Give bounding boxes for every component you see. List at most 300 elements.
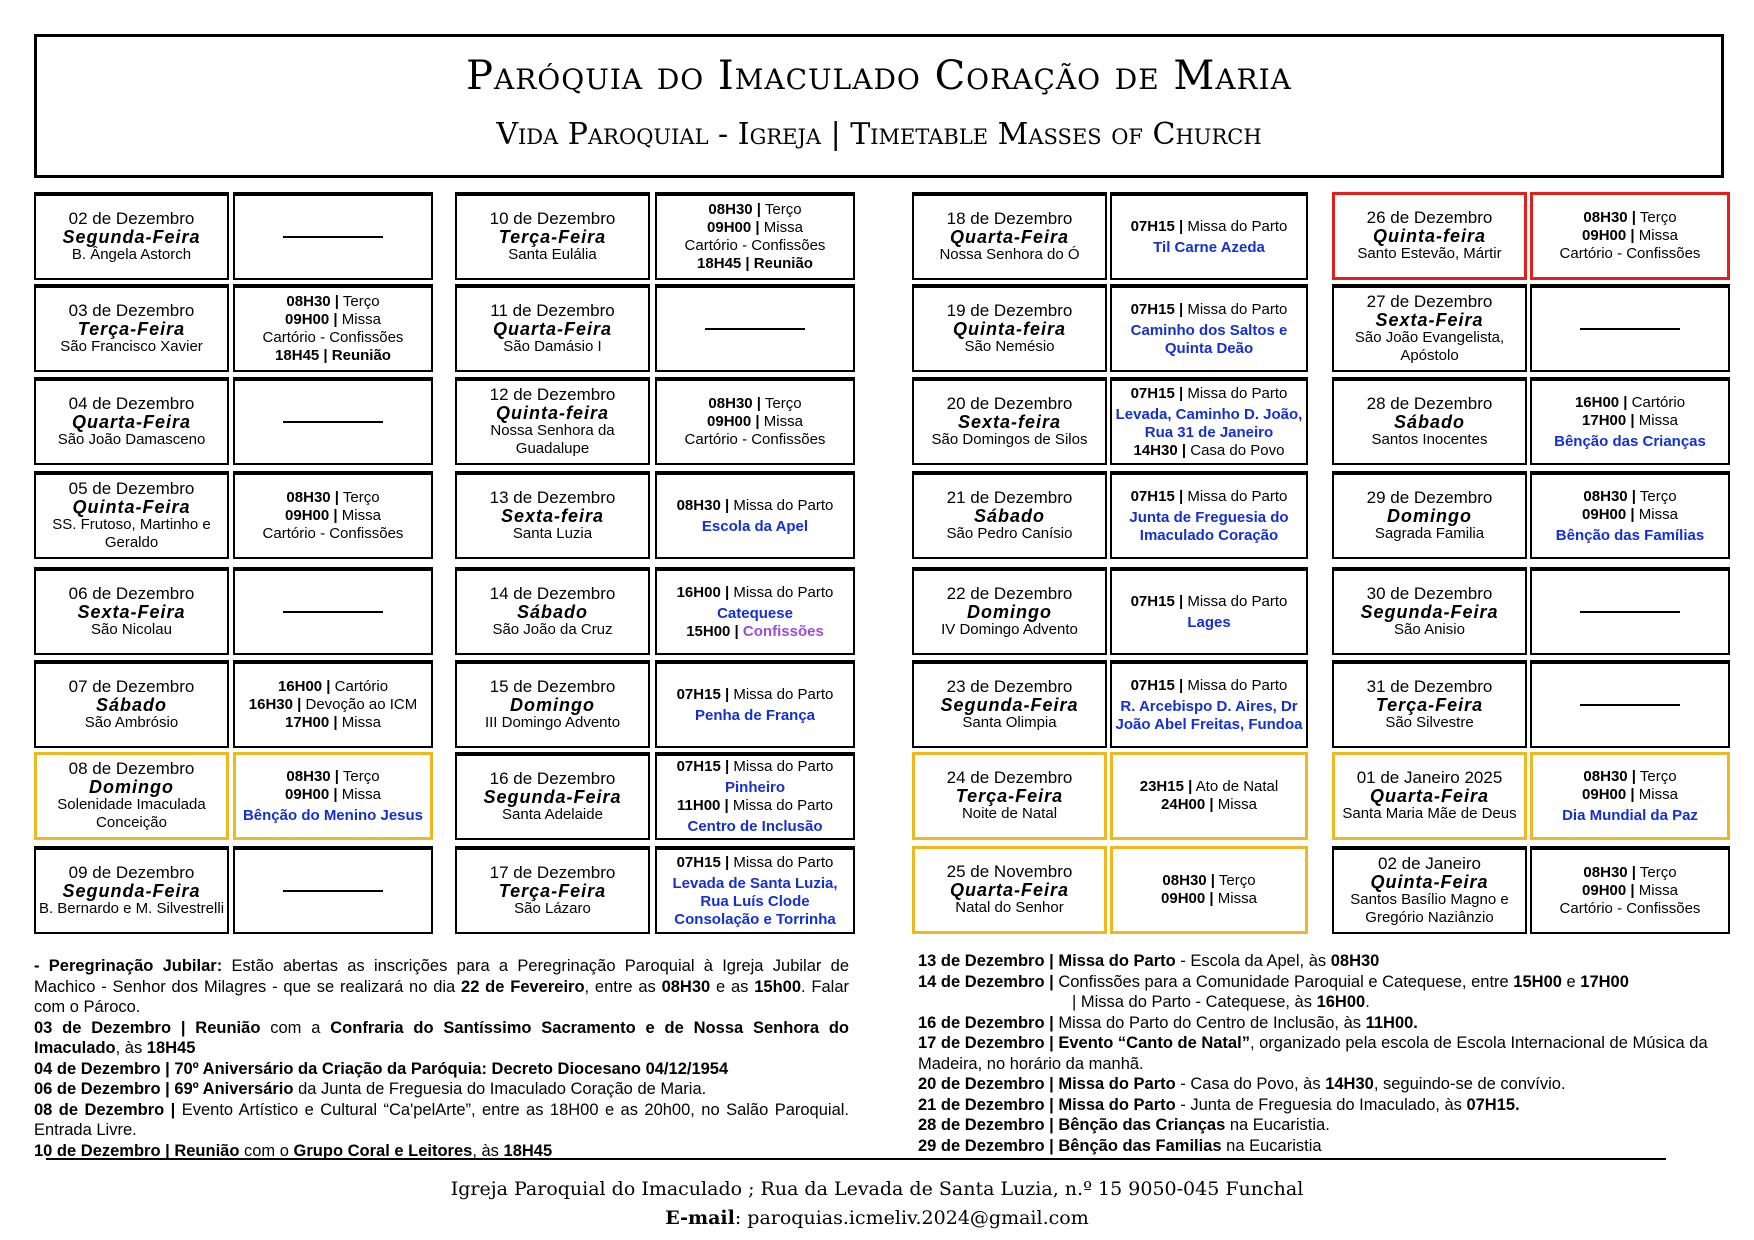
schedule-cell	[1110, 752, 1308, 840]
note-bold: 08 de Dezembro |	[34, 1100, 176, 1119]
day-weekday: Segunda-Feira	[940, 695, 1079, 715]
schedule-time: 16H00 |	[1574, 393, 1628, 411]
day-weekday: Segunda-Feira	[1360, 602, 1499, 622]
schedule-cell	[1530, 752, 1730, 840]
schedule-time: 09H00 |	[1161, 890, 1214, 907]
schedule-line	[286, 293, 379, 311]
day-weekday: Quinta-feira	[952, 319, 1066, 339]
note-bold: 28 de Dezembro | Bênção das Crianças	[918, 1116, 1226, 1134]
day-cell	[34, 284, 229, 372]
schedule-location: Bênção das Crianças	[1554, 432, 1706, 450]
day-weekday: Terça-Feira	[955, 786, 1064, 806]
day-cell	[455, 660, 650, 748]
note-text: e	[1561, 972, 1581, 991]
schedule-cell	[655, 752, 855, 840]
day-date: 10 de Dezembro	[489, 209, 616, 228]
schedule-text: Missa	[1634, 227, 1678, 244]
schedule-line	[702, 518, 808, 536]
day-saint: São Ambrósio	[84, 714, 179, 731]
day-weekday: Quarta-Feira	[949, 227, 1070, 247]
schedule-text: Missa	[1634, 882, 1678, 899]
schedule-line	[1161, 796, 1257, 814]
schedule-cell	[655, 846, 855, 934]
schedule-text: Missa do Parto	[729, 496, 834, 514]
schedule-text: Cartório - Confissões	[262, 329, 404, 346]
schedule-text: Missa	[337, 311, 381, 328]
note-item	[918, 1033, 1730, 1074]
day-weekday: Segunda-Feira	[62, 881, 201, 901]
schedule-cell	[655, 377, 855, 465]
schedule-line	[686, 623, 824, 641]
schedule-cell	[1530, 284, 1730, 372]
note-text: , organizado pela escola de Escola Internacional de Música da Madeira, no horário da manhã.	[918, 1034, 1708, 1073]
schedule-line	[286, 489, 379, 507]
schedule-line	[1582, 412, 1678, 430]
empty-schedule-dash	[1580, 611, 1680, 613]
schedule-time: 09H00 |	[1582, 882, 1635, 899]
schedule-line	[725, 779, 785, 797]
schedule-line	[1114, 322, 1304, 358]
day-weekday: Domingo	[89, 777, 174, 797]
note-text: Missa do Parto do Centro de Inclusão, às	[1053, 1013, 1366, 1032]
schedule-line	[677, 686, 834, 704]
day-weekday: Terça-Feira	[498, 227, 607, 247]
schedule-cell	[1530, 567, 1730, 655]
schedule-text: Missa	[1634, 785, 1678, 803]
day-weekday: Sábado	[1393, 412, 1465, 432]
schedule-line	[677, 854, 834, 872]
day-date: 18 de Dezembro	[946, 209, 1073, 228]
day-cell	[1332, 377, 1527, 465]
schedule-text: Ato de Natal	[1192, 778, 1279, 795]
schedule-cell	[655, 192, 855, 280]
day-cell	[1332, 284, 1527, 372]
schedule-text: Cartório - Confissões	[684, 237, 826, 254]
schedule-line	[263, 525, 404, 543]
schedule-text: Missa do Parto	[1183, 217, 1288, 235]
note-text: da Junta de Freguesia do Imaculado Coração de Maria.	[293, 1080, 707, 1098]
empty-schedule-dash	[283, 236, 383, 238]
day-date: 17 de Dezembro	[489, 863, 616, 882]
empty-schedule-dash	[1580, 328, 1680, 330]
schedule-location: Penha de França	[694, 706, 816, 724]
day-saint: Santo Estevão, Mártir	[1357, 245, 1502, 262]
notes-right	[918, 951, 1730, 1156]
day-cell	[34, 192, 229, 280]
day-cell	[34, 660, 229, 748]
empty-schedule-dash	[283, 890, 383, 892]
day-saint: SS. Frutoso, Martinho e Geraldo	[52, 516, 211, 551]
note-item	[918, 1095, 1730, 1116]
note-text: , às	[115, 1039, 147, 1057]
empty-schedule-dash	[1580, 704, 1680, 706]
schedule-text: Missa	[759, 219, 803, 236]
note-bold: 08H30	[1330, 952, 1380, 970]
note-bold: 14H30	[1325, 1075, 1374, 1093]
schedule-line	[1131, 385, 1288, 403]
day-saint: Nossa Senhora da Guadalupe	[490, 422, 615, 457]
schedule-text: Terço	[1636, 864, 1677, 881]
schedule-location: Caminho dos Saltos e Quinta Deão	[1130, 321, 1288, 357]
day-date: 31 de Dezembro	[1366, 677, 1493, 696]
day-cell	[455, 752, 650, 840]
day-saint: Santa Luzia	[512, 525, 593, 542]
day-saint: São Pedro Canísio	[946, 525, 1073, 542]
schedule-time: 07H15 |	[1130, 676, 1184, 694]
day-date: 04 de Dezembro	[68, 394, 195, 413]
schedule-cell	[1110, 377, 1308, 465]
schedule-cell	[1110, 846, 1308, 934]
note-text: com o	[239, 1141, 294, 1160]
schedule-line	[1114, 406, 1304, 442]
schedule-line	[1554, 433, 1706, 451]
schedule-time: 11H00 |	[677, 797, 729, 814]
schedule-text: Missa do Parto	[729, 583, 834, 601]
note-text: , às	[472, 1141, 504, 1160]
note-text: - Junta de Freguesia do Imaculado, às	[1175, 1095, 1467, 1114]
schedule-time: 08H30 |	[676, 496, 730, 514]
schedule-cell	[1530, 471, 1730, 559]
note-bold: 17H00	[1580, 972, 1629, 991]
schedule-time: 09H00 |	[1582, 505, 1635, 523]
day-weekday: Sábado	[973, 506, 1045, 526]
schedule-text: Terço	[339, 767, 380, 785]
note-text: - Casa do Povo, às	[1175, 1075, 1326, 1093]
schedule-line	[285, 507, 381, 525]
day-saint: Nossa Senhora do Ó	[939, 246, 1080, 263]
schedule-line	[1582, 786, 1678, 804]
schedule-line	[695, 707, 815, 725]
schedule-line	[275, 347, 391, 365]
schedule-line	[1114, 698, 1304, 734]
note-item	[918, 1013, 1730, 1034]
schedule-line	[1583, 488, 1676, 506]
note-bold: 29 de Dezembro | Bênção das Familias	[918, 1136, 1222, 1155]
day-date: 27 de Dezembro	[1366, 292, 1493, 311]
schedule-line	[285, 786, 381, 804]
day-cell	[34, 752, 229, 840]
schedule-line	[677, 497, 834, 515]
note-bold: 16H00	[1316, 993, 1366, 1011]
day-cell	[34, 377, 229, 465]
schedule-text: Missa	[1213, 796, 1257, 813]
schedule-time: 08H30 |	[286, 489, 339, 506]
schedule-time: 16H00 |	[676, 583, 730, 601]
schedule-line	[1575, 394, 1685, 412]
schedule-time: 08H30 |	[1583, 864, 1636, 881]
day-cell	[455, 192, 650, 280]
day-date: 20 de Dezembro	[946, 394, 1073, 413]
schedule-text: Missa	[759, 413, 803, 430]
day-date: 14 de Dezembro	[489, 584, 616, 603]
day-saint: Solenidade Imaculada Conceição	[57, 796, 206, 831]
day-weekday: Terça-Feira	[498, 881, 607, 901]
schedule-text: Terço	[761, 201, 802, 218]
day-weekday: Sexta-Feira	[77, 602, 186, 622]
schedule-time: 08H30 |	[1162, 872, 1215, 889]
day-date: 29 de Dezembro	[1366, 488, 1493, 507]
schedule-cell	[655, 471, 855, 559]
schedule-cell	[1110, 660, 1308, 748]
day-weekday: Terça-Feira	[77, 319, 186, 339]
schedule-text: Missa do Parto	[1183, 676, 1288, 694]
day-saint: B. Ângela Astorch	[71, 246, 192, 263]
schedule-line	[1187, 614, 1230, 632]
email-address[interactable]: : paroquias.icmeliv.2024@gmail.com	[734, 1207, 1089, 1229]
day-weekday: Sábado	[95, 695, 167, 715]
note-bold: 15H00	[1513, 972, 1562, 991]
schedule-cell	[233, 377, 433, 465]
day-date: 28 de Dezembro	[1366, 394, 1493, 413]
day-date: 19 de Dezembro	[946, 301, 1073, 320]
day-weekday: Sexta-feira	[500, 506, 605, 526]
day-weekday: Terça-Feira	[1375, 695, 1484, 715]
day-cell	[912, 284, 1107, 372]
day-date: 21 de Dezembro	[946, 488, 1073, 507]
schedule-line	[707, 413, 803, 431]
schedule-line	[1560, 245, 1701, 263]
day-date: 26 de Dezembro	[1366, 208, 1493, 227]
note-bold: 08H30	[661, 977, 711, 996]
day-saint: IV Domingo Advento	[941, 621, 1078, 638]
note-bold: 07H15.	[1466, 1095, 1520, 1114]
day-saint: Natal do Senhor	[955, 899, 1064, 916]
schedule-text: Terço	[1636, 209, 1677, 226]
schedule-time: 09H00 |	[285, 507, 338, 524]
schedule-text: Cartório - Confissões	[262, 525, 404, 542]
day-cell	[912, 567, 1107, 655]
schedule-line	[677, 758, 834, 776]
day-date: 11 de Dezembro	[490, 301, 615, 320]
schedule-line	[1131, 593, 1288, 611]
note-bold: 10 de Dezembro | Reunião	[34, 1141, 240, 1160]
note-text: na Eucaristia	[1221, 1136, 1322, 1155]
schedule-location: Lages	[1187, 613, 1231, 631]
note-item	[918, 972, 1730, 993]
schedule-text: Cartório	[1627, 393, 1686, 411]
schedule-time: 23H15 |	[1139, 778, 1193, 795]
schedule-time: 07H15 |	[1130, 384, 1184, 402]
schedule-time: 24H00 |	[1161, 796, 1214, 813]
day-cell	[455, 471, 650, 559]
day-saint: Noite de Natal	[961, 805, 1058, 822]
day-date: 22 de Dezembro	[946, 584, 1073, 603]
day-date: 12 de Dezembro	[489, 385, 616, 404]
schedule-line	[1131, 677, 1288, 695]
note-bold: Grupo Coral e Leitores	[293, 1141, 473, 1160]
schedule-line	[1556, 527, 1704, 545]
schedule-line	[1582, 506, 1678, 524]
day-saint: São Silvestre	[1385, 714, 1474, 731]
schedule-location: Dia Mundial da Paz	[1562, 806, 1698, 824]
schedule-text: Terço	[339, 293, 380, 310]
schedule-line	[1582, 882, 1678, 900]
day-date: 15 de Dezembro	[489, 677, 616, 696]
schedule-text: Cartório - Confissões	[1559, 245, 1701, 262]
note-text: Evento Artístico e Cultural “Ca'pelArte”, entre as 18H00 e as 20h00, no Salão Paroquial. Entrada Livre.	[34, 1100, 849, 1139]
note-item	[34, 1100, 849, 1141]
schedule-line	[285, 311, 381, 329]
schedule-text: Missa	[1634, 411, 1678, 429]
schedule-line	[708, 395, 801, 413]
note-item	[34, 1059, 849, 1080]
note-bold: 20 de Dezembro | Missa do Parto	[918, 1075, 1176, 1093]
schedule-line	[278, 678, 388, 696]
day-saint: B. Bernardo e M. Silvestrelli	[38, 900, 225, 917]
schedule-time: 14H30 |	[1133, 441, 1187, 459]
note-bold: 14 de Dezembro |	[918, 972, 1054, 991]
day-weekday: Quarta-Feira	[949, 880, 1070, 900]
schedule-line	[717, 605, 793, 623]
note-item	[918, 1136, 1730, 1157]
day-cell	[912, 752, 1107, 840]
schedule-cell	[655, 284, 855, 372]
day-weekday: Sexta-Feira	[1375, 310, 1484, 330]
schedule-text: Missa do Parto	[729, 758, 834, 775]
note-bold: 16 de Dezembro |	[918, 1013, 1054, 1032]
day-cell	[1332, 660, 1527, 748]
schedule-text: Missa do Parto	[1183, 592, 1288, 610]
day-date: 16 de Dezembro	[489, 769, 616, 788]
day-cell	[34, 567, 229, 655]
schedule-line	[697, 255, 813, 273]
day-cell	[912, 377, 1107, 465]
schedule-time: 15H00 |	[686, 622, 739, 640]
day-date: 30 de Dezembro	[1366, 584, 1493, 603]
day-saint: São Francisco Xavier	[60, 338, 203, 355]
day-saint: Santos Basílio Magno e Gregório Naziânzio	[1350, 891, 1509, 926]
schedule-text: Missa do Parto	[728, 797, 833, 814]
note-bold: 06 de Dezembro | 69º Aniversário	[34, 1080, 294, 1098]
day-saint: São Lázaro	[514, 900, 591, 917]
schedule-line	[707, 219, 803, 237]
note-text: Confissões para a Comunidade Paroquial e Catequese, entre	[1053, 972, 1514, 991]
note-bold: - Peregrinação Jubilar:	[34, 957, 223, 975]
schedule-location: Centro de Inclusão	[687, 818, 823, 835]
day-date: 09 de Dezembro	[68, 863, 195, 882]
day-weekday: Domingo	[967, 602, 1052, 622]
schedule-text: Terço	[1215, 872, 1256, 889]
schedule-time: 16H30 |	[248, 696, 302, 713]
schedule-text: Missa do Parto	[729, 685, 834, 703]
schedule-time: 08H30 |	[1583, 209, 1636, 226]
day-date: 25 de Novembro	[946, 862, 1073, 881]
note-text: - Escola da Apel, às	[1175, 952, 1331, 970]
note-bold: 21 de Dezembro | Missa do Parto	[918, 1095, 1176, 1114]
schedule-line	[1114, 509, 1304, 545]
schedule-line	[708, 201, 801, 219]
day-cell	[455, 846, 650, 934]
day-weekday: Sexta-feira	[957, 412, 1062, 432]
day-saint: São João Damasceno	[57, 431, 206, 448]
day-saint: São João Evangelista, Apóstolo	[1354, 329, 1505, 364]
day-weekday: Quinta-Feira	[1370, 872, 1489, 892]
day-cell	[912, 846, 1107, 934]
schedule-text: Terço	[339, 489, 380, 506]
schedule-time: 07H15 |	[676, 685, 730, 703]
schedule-text: Terço	[1636, 487, 1677, 505]
page-header	[34, 34, 1724, 178]
note-text: na Eucaristia.	[1225, 1116, 1330, 1134]
schedule-text: Missa do Parto	[1183, 384, 1288, 402]
schedule-text: Cartório - Confissões	[684, 431, 826, 448]
note-item	[918, 1115, 1730, 1136]
note-bold: 18H45	[503, 1141, 553, 1160]
day-date: 23 de Dezembro	[946, 677, 1073, 696]
schedule-location: Bênção das Famílias	[1555, 526, 1705, 544]
schedule-location: R. Arcebispo D. Aires, Dr João Abel Freitas, Fundoa	[1115, 697, 1303, 733]
schedule-cell	[233, 471, 433, 559]
footer-rule	[46, 1158, 1666, 1160]
day-saint: São Damásio I	[503, 338, 602, 355]
schedule-line	[285, 714, 381, 732]
footer-email	[0, 1207, 1754, 1229]
schedule-location: Catequese	[717, 604, 793, 622]
footer-address: Igreja Paroquial do Imaculado ; Rua da Levada de Santa Luzia, n.º 15 9050-045 Funchal	[450, 1178, 1304, 1200]
note-bold: 17 de Dezembro | Evento “Canto de Natal”	[918, 1034, 1250, 1052]
day-date: 13 de Dezembro	[489, 488, 616, 507]
schedule-time: 07H15 |	[676, 758, 730, 775]
schedule-cell	[233, 567, 433, 655]
schedule-cell	[233, 284, 433, 372]
note-bold: 15h00	[754, 977, 802, 996]
schedule-time: 09H00 |	[707, 219, 760, 236]
day-weekday: Quarta-Feira	[71, 412, 192, 432]
day-saint: São Anisio	[1394, 621, 1465, 638]
note-bold: 03 de Dezembro | Reunião	[34, 1018, 261, 1037]
schedule-line	[1131, 218, 1288, 236]
schedule-line	[685, 237, 826, 255]
day-cell	[455, 567, 650, 655]
schedule-cell	[1530, 192, 1730, 280]
schedule-time: 09H00 |	[1582, 785, 1635, 803]
schedule-cell	[1530, 846, 1730, 934]
day-cell	[455, 377, 650, 465]
schedule-line	[677, 797, 833, 815]
schedule-line	[1134, 442, 1285, 460]
schedule-text: Cartório	[330, 678, 389, 695]
schedule-cell	[655, 567, 855, 655]
schedule-time: 08H30 |	[708, 395, 761, 412]
schedule-time: 09H00 |	[285, 785, 338, 803]
note-item	[34, 1018, 849, 1059]
note-item	[34, 1079, 849, 1100]
schedule-time: 08H30 |	[286, 293, 339, 310]
note-text: , seguindo-se de convívio.	[1373, 1075, 1566, 1093]
note-bold: 22 de Fevereiro	[461, 977, 585, 996]
schedule-location: Escola da Apel	[701, 517, 809, 535]
schedule-time: 09H00 |	[707, 413, 760, 430]
schedule-cell	[1110, 567, 1308, 655]
schedule-time: 09H00 |	[285, 311, 338, 328]
note-text: Estão abertas as inscrições para a Peregrinação Paroquial à Igreja Jubilar de Machico - Senhor dos Milagres - que se realizará no dia	[34, 957, 849, 996]
schedule-time: 08H30 |	[708, 201, 761, 218]
day-weekday: Quinta-feira	[1372, 226, 1486, 246]
schedule-line	[1162, 872, 1255, 890]
schedule-cell	[1110, 192, 1308, 280]
day-date: 02 de Janeiro	[1377, 854, 1482, 873]
schedule-time: 17H00 |	[1582, 411, 1635, 429]
note-bold: 11H00.	[1365, 1013, 1418, 1032]
schedule-line	[1562, 807, 1698, 825]
schedule-time: 08H30 |	[286, 767, 339, 785]
schedule-text: Missa	[1634, 505, 1678, 523]
day-saint: Santos Inocentes	[1371, 431, 1488, 448]
day-weekday: Quarta-Feira	[492, 319, 613, 339]
day-date: 01 de Janeiro 2025	[1356, 768, 1503, 787]
day-saint: Sagrada Familia	[1374, 525, 1485, 542]
day-saint: São João da Cruz	[492, 621, 613, 638]
